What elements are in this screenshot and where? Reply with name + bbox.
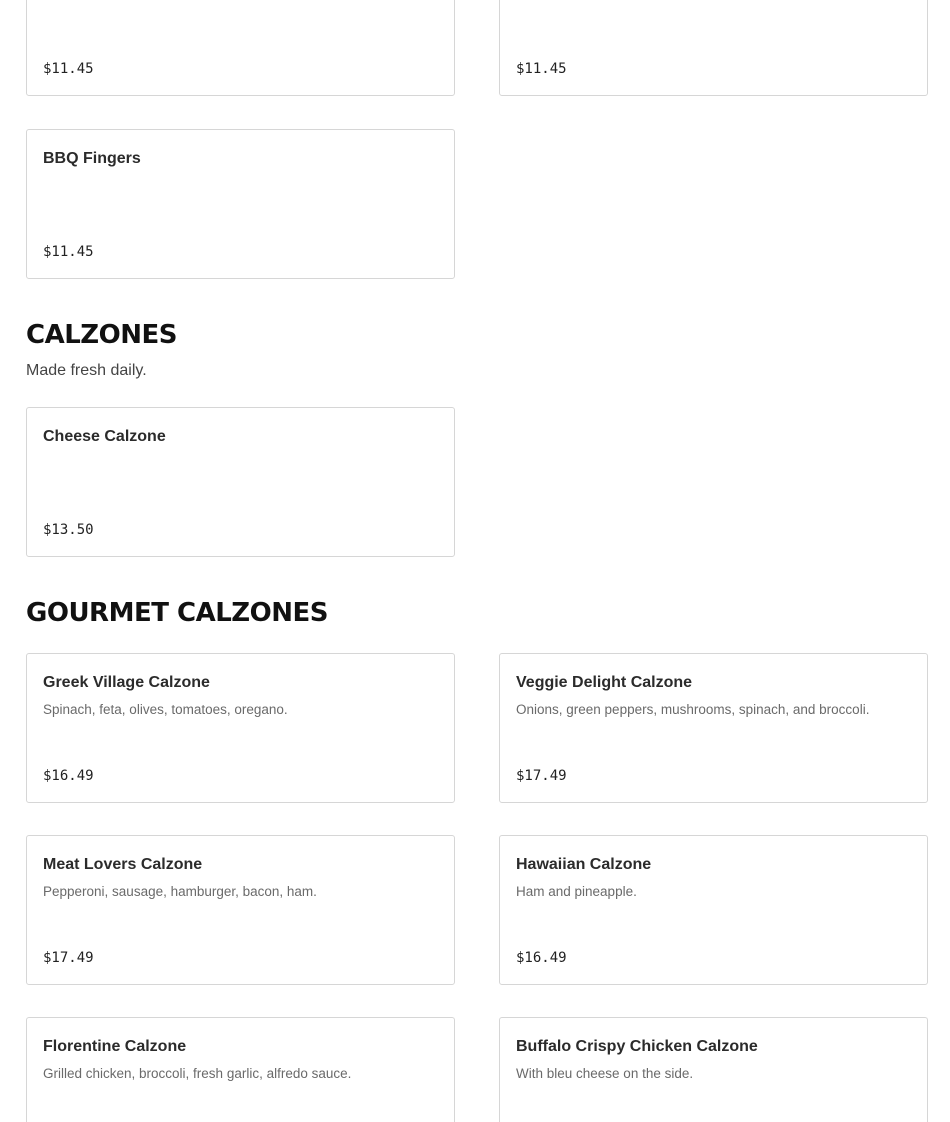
item-description: Spinach, feta, olives, tomatoes, oregano.: [43, 702, 288, 717]
item-price: $11.45: [516, 61, 567, 77]
item-name: Veggie Delight Calzone: [516, 674, 693, 691]
item-description: Grilled chicken, broccoli, fresh garlic, alfredo sauce.: [43, 1066, 352, 1081]
section-title-gourmet-calzones: GOURMET CALZONES: [26, 598, 328, 628]
item-name: Buffalo Crispy Chicken Calzone: [516, 1038, 758, 1055]
menu-item-card-bbq-fingers[interactable]: [26, 129, 455, 279]
menu-item-card[interactable]: [26, 653, 455, 803]
item-description: Onions, green peppers, mushrooms, spinach, and broccoli.: [516, 702, 870, 717]
item-name: BBQ Fingers: [43, 150, 141, 167]
item-name: Hawaiian Calzone: [516, 856, 652, 873]
item-price: $11.45: [43, 244, 94, 260]
item-description: With bleu cheese on the side.: [516, 1066, 694, 1081]
item-price: $17.49: [516, 768, 567, 784]
item-name: Cheese Calzone: [43, 428, 166, 445]
menu-item-card[interactable]: [499, 0, 928, 96]
item-price: $17.49: [43, 950, 94, 966]
item-name: Florentine Calzone: [43, 1038, 187, 1055]
menu-item-card[interactable]: [499, 835, 928, 985]
menu-item-card[interactable]: [499, 653, 928, 803]
item-price: $11.45: [43, 61, 94, 77]
item-price: $13.50: [43, 522, 94, 538]
item-description: Ham and pineapple.: [516, 884, 637, 899]
item-price: $16.49: [516, 950, 567, 966]
item-price: $16.49: [43, 768, 94, 784]
item-name: Meat Lovers Calzone: [43, 856, 203, 873]
menu-item-card[interactable]: [26, 0, 455, 96]
item-description: Pepperoni, sausage, hamburger, bacon, ham.: [43, 884, 317, 899]
menu-item-card[interactable]: [499, 1017, 928, 1122]
section-subtitle: Made fresh daily.: [26, 362, 147, 379]
menu-item-card-cheese-calzone[interactable]: [26, 407, 455, 557]
section-title-calzones: CALZONES: [26, 320, 177, 350]
menu-item-card[interactable]: [26, 1017, 455, 1122]
menu-item-card[interactable]: [26, 835, 455, 985]
item-name: Greek Village Calzone: [43, 674, 210, 691]
